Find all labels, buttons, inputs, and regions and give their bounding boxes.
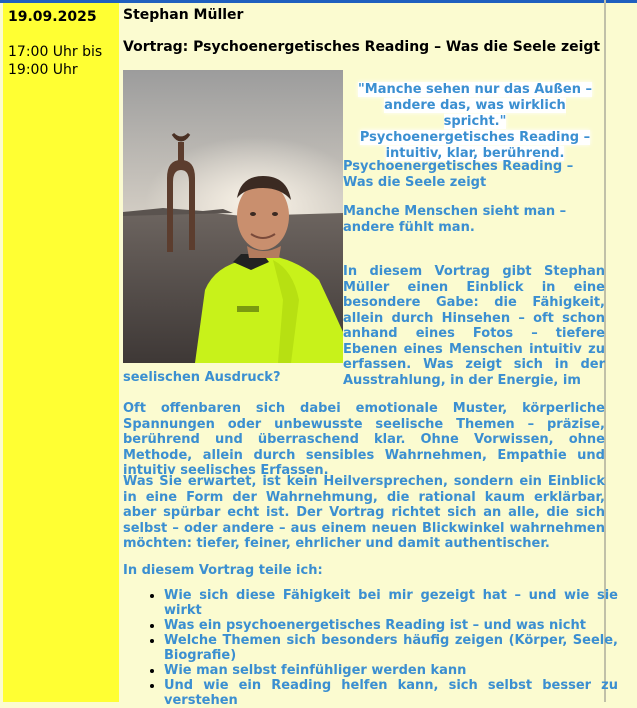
list-intro: In diesem Vortrag teile ich: bbox=[123, 563, 323, 578]
paragraph: Oft offenbaren sich dabei emotionale Muster, körperliche Spannungen oder unbewusste seelische Themen – präzise, berührend und überraschend klar. Ohne Vorwissen, ohne Methode, allein durch sensibles Wahrnehmen, Empathie und intuitiv seelisches Erfassen. bbox=[123, 401, 605, 478]
event-time: 17:00 Uhr bis 19:00 Uhr bbox=[8, 44, 103, 78]
paragraph-continuation: seelischen Ausdruck? bbox=[123, 370, 281, 385]
talk-title: Vortrag: Psychoenergetisches Reading – Was die Seele zeigt bbox=[123, 39, 601, 55]
paragraph: In diesem Vortrag gibt Stephan Müller einen Einblick in eine besondere Gabe: die Fähigkeit, allein durch Hinsehen – oft schon anhand eines Fotos – tiefere Ebenen eines Menschen intuitiv zu erfassen. Was zeigt sich in der Ausstrahlung, in der Energie, im bbox=[343, 264, 605, 388]
intro-text: Manche Menschen sieht man – andere fühlt man. bbox=[343, 204, 567, 235]
speaker-name: Stephan Müller bbox=[123, 7, 244, 23]
event-date: 19.09.2025 bbox=[8, 9, 97, 25]
quote-line: Psychoenergetisches Reading – bbox=[359, 130, 591, 145]
list-item: • Wie man selbst feinfühliger werden kann bbox=[164, 663, 618, 678]
date-column bbox=[3, 3, 119, 702]
speaker-photo-image bbox=[123, 70, 343, 363]
quote-line: "Manche sehen nur das Außen – bbox=[358, 82, 592, 97]
quote-line: intuitiv, klar, berührend. bbox=[385, 146, 565, 161]
speaker-photo bbox=[123, 70, 343, 363]
section-heading: Psychoenergetisches Reading – Was die Seele zeigt bbox=[343, 159, 574, 190]
quote-line: andere das, was wirklich spricht." bbox=[384, 98, 566, 129]
list-item: • Und wie ein Reading helfen kann, sich selbst besser zu verstehen bbox=[164, 678, 618, 708]
list-item: • Welche Themen sich besonders häufig zeigen (Körper, Seele, Biografie) bbox=[164, 633, 618, 663]
quote-block bbox=[353, 82, 597, 162]
list-item: • Was ein psychoenergetisches Reading ist – und was nicht bbox=[164, 618, 618, 633]
paragraph: Was Sie erwartet, ist kein Heilversprechen, sondern ein Einblick in eine Form der Wahrnehmung, die rational kaum erklärbar, aber spürbar echt ist. Der Vortrag richtet sich an alle, die sich selbst – oder andere – aus einem neuen Blickwinkel wahrnehmen möchten: tiefer, feiner, ehrlicher und damit authentischer. bbox=[123, 474, 605, 551]
topic-list bbox=[151, 588, 618, 708]
list-item: • Wie sich diese Fähigkeit bei mir gezeigt hat – und wie sie wirkt bbox=[164, 588, 618, 618]
